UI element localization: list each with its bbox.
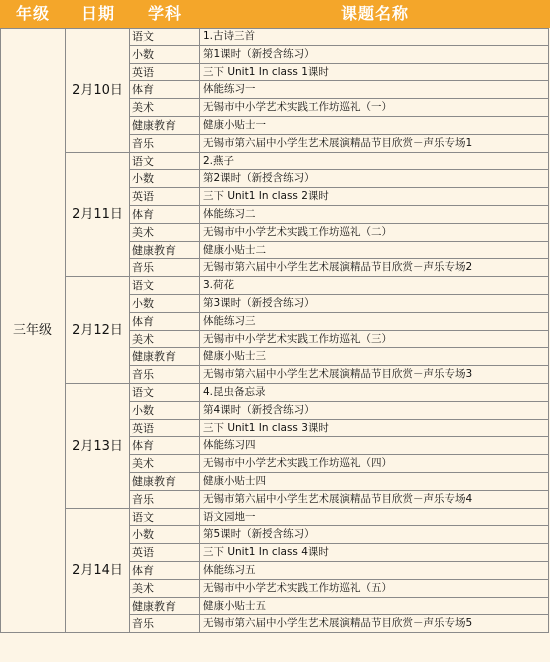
topic-cell: 三下 Unit1 In class 1课时: [200, 64, 549, 81]
topic-cell: 体能练习五: [200, 562, 549, 580]
subject-cell: 美术: [130, 331, 200, 348]
subject-cell: 语文: [130, 384, 200, 402]
topic-cell: 无锡市第六届中小学生艺术展演精品节目欣赏－声乐专场4: [200, 491, 549, 509]
topic-cell: 3.荷花: [200, 277, 549, 295]
topic-cell: 健康小贴士二: [200, 242, 549, 259]
date-cell: 2月14日: [66, 509, 130, 633]
topic-cell: 三下 Unit1 In class 3课时: [200, 420, 549, 437]
topic-cell: 体能练习四: [200, 437, 549, 455]
date-cell: 2月12日: [66, 277, 130, 384]
subject-cell: 体育: [130, 81, 200, 99]
topic-cell: 无锡市第六届中小学生艺术展演精品节目欣赏－声乐专场5: [200, 615, 549, 633]
topic-cell: 无锡市中小学艺术实践工作坊巡礼（二）: [200, 224, 549, 242]
date-cell: 2月13日: [66, 384, 130, 509]
topic-cell: 2.燕子: [200, 153, 549, 170]
subject-cell: 音乐: [130, 259, 200, 277]
subject-cell: 美术: [130, 224, 200, 242]
topic-cell: 三下 Unit1 In class 4课时: [200, 544, 549, 562]
topic-cell: 1.古诗三首: [200, 28, 549, 46]
topic-cell: 体能练习一: [200, 81, 549, 99]
subject-cell: 健康教育: [130, 348, 200, 366]
subject-cell: 语文: [130, 28, 200, 46]
subject-cell: 小数: [130, 170, 200, 188]
topic-cell: 无锡市中小学艺术实践工作坊巡礼（三）: [200, 331, 549, 348]
topic-cell: 体能练习二: [200, 206, 549, 224]
topic-cell: 第4课时（新授含练习）: [200, 402, 549, 420]
topic-cell: 第5课时（新授含练习）: [200, 526, 549, 544]
subject-cell: 英语: [130, 64, 200, 81]
subject-cell: 音乐: [130, 491, 200, 509]
subject-cell: 语文: [130, 277, 200, 295]
topic-cell: 无锡市第六届中小学生艺术展演精品节目欣赏－声乐专场1: [200, 135, 549, 153]
topic-cell: 体能练习三: [200, 313, 549, 331]
subject-cell: 语文: [130, 153, 200, 170]
subject-cell: 体育: [130, 562, 200, 580]
subject-cell: 英语: [130, 188, 200, 206]
subject-cell: 美术: [130, 99, 200, 117]
topic-cell: 无锡市中小学艺术实践工作坊巡礼（一）: [200, 99, 549, 117]
topic-cell: 第3课时（新授含练习）: [200, 295, 549, 313]
grade-cell: 三年级: [0, 28, 66, 633]
subject-cell: 英语: [130, 544, 200, 562]
subject-cell: 小数: [130, 402, 200, 420]
header-grade: 年级: [0, 0, 66, 28]
subject-cell: 英语: [130, 420, 200, 437]
subject-cell: 体育: [130, 437, 200, 455]
subject-cell: 体育: [130, 206, 200, 224]
subject-cell: 小数: [130, 46, 200, 64]
topic-cell: 三下 Unit1 In class 2课时: [200, 188, 549, 206]
subject-cell: 健康教育: [130, 117, 200, 135]
subject-cell: 音乐: [130, 366, 200, 384]
topic-cell: 无锡市中小学艺术实践工作坊巡礼（四）: [200, 455, 549, 473]
subject-cell: 健康教育: [130, 473, 200, 491]
topic-cell: 第1课时（新授含练习）: [200, 46, 549, 64]
subject-cell: 音乐: [130, 135, 200, 153]
subject-cell: 健康教育: [130, 242, 200, 259]
subject-cell: 音乐: [130, 615, 200, 633]
topic-cell: 第2课时（新授含练习）: [200, 170, 549, 188]
subject-cell: 美术: [130, 455, 200, 473]
subject-cell: 美术: [130, 580, 200, 598]
header-date: 日期: [66, 0, 130, 28]
subject-cell: 体育: [130, 313, 200, 331]
subject-cell: 小数: [130, 526, 200, 544]
subject-cell: 健康教育: [130, 598, 200, 615]
date-cell: 2月10日: [66, 28, 130, 153]
topic-cell: 无锡市第六届中小学生艺术展演精品节目欣赏－声乐专场3: [200, 366, 549, 384]
topic-cell: 健康小贴士四: [200, 473, 549, 491]
subject-cell: 语文: [130, 509, 200, 526]
topic-cell: 无锡市中小学艺术实践工作坊巡礼（五）: [200, 580, 549, 598]
date-cell: 2月11日: [66, 153, 130, 277]
topic-cell: 无锡市第六届中小学生艺术展演精品节目欣赏－声乐专场2: [200, 259, 549, 277]
topic-cell: 健康小贴士五: [200, 598, 549, 615]
topic-cell: 语文园地一: [200, 509, 549, 526]
header-topic: 课题名称: [200, 0, 550, 28]
subject-cell: 小数: [130, 295, 200, 313]
topic-cell: 健康小贴士一: [200, 117, 549, 135]
topic-cell: 健康小贴士三: [200, 348, 549, 366]
topic-cell: 4.昆虫备忘录: [200, 384, 549, 402]
header-subject: 学科: [130, 0, 200, 28]
